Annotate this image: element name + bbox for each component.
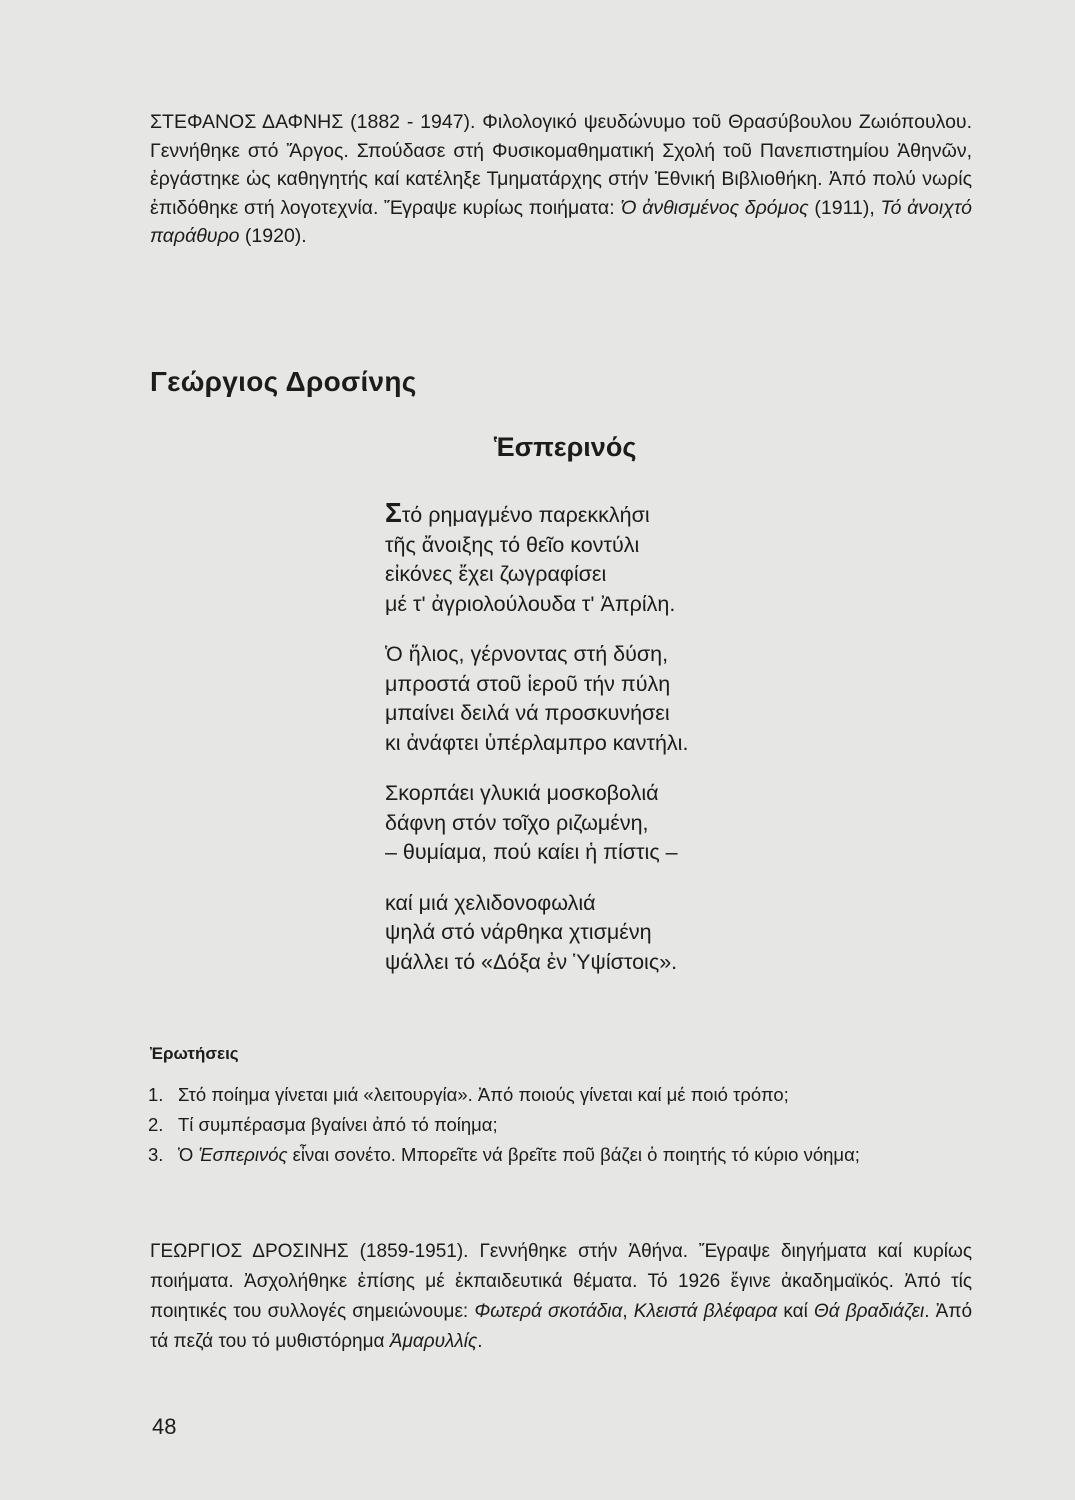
- bio-top-work: Τό ἀνοιχτό παράθυρο: [150, 196, 973, 247]
- question-item: [148, 1142, 978, 1168]
- question-number: 3.: [148, 1144, 164, 1165]
- question-number: 1.: [148, 1084, 164, 1105]
- poem-verse: τῆς ἄνοιξης τό θεῖο κοντύλι: [385, 532, 640, 557]
- poem-stanza: [385, 889, 805, 978]
- bio-top-name: ΣΤΕΦΑΝΟΣ ΔΑΦΝΗΣ: [150, 111, 344, 133]
- poem-verse: μπροστά στοῦ ἱεροῦ τήν πύλη: [385, 671, 671, 696]
- questions-heading: Ἐρωτήσεις: [150, 1044, 239, 1063]
- question-text: Τί συμπέρασμα βγαίνει ἀπό τό ποίημα;: [178, 1114, 498, 1135]
- bio-top-text: (1882 - 1947). Φιλολογικό ψευδώνυμο τοῦ Θρασύβουλου Ζωιόπουλου. Γεννήθηκε στό Ἄργος. Σπούδασε στή Φυσικομαθηματική Σχολή τοῦ Πανεπιστημίου Ἀθηνῶν, ἐργάστηκε ὡς καθηγητής καί κατέληξε Τμηματάρχης στήν Ἐθνική Βιβλιοθήκη. Ἀπό πολύ νωρίς ἐπιδόθηκε στή λογοτεχνία. Ἔγραψε κυρίως ποιήματα:: [150, 111, 972, 219]
- poem-verse: καί μιά χελιδονοφωλιά: [385, 890, 596, 915]
- poem-stanza: [385, 498, 805, 619]
- poem-verse: ψηλά στό νάρθηκα χτισμένη: [385, 920, 652, 944]
- bio-bottom-name: ΓΕΩΡΓΙΟΣ ΔΡΟΣΙΝΗΣ: [150, 1241, 349, 1262]
- bio-top-text: (1911),: [808, 196, 881, 219]
- poem-verse: μέ τ' ἀγριολούλουδα τ' Ἀπρίλη.: [385, 591, 676, 616]
- poem-verse: εἰκόνες ἔχει ζωγραφίσει: [385, 562, 607, 586]
- question-text: Ὁ Ἑσπερινός εἶναι σονέτο. Μπορεῖτε νά βρεῖτε ποῦ βάζει ὁ ποιητής τό κύριο νόημα;: [178, 1144, 860, 1165]
- poem-verse: μπαίνει δειλά νά προσκυνήσει: [385, 701, 670, 725]
- poem-stanza: [385, 640, 805, 758]
- bio-georgios-drosinis: ΓΕΩΡΓΙΟΣ ΔΡΟΣΙΝΗΣ (1859-1951). Γεννήθηκε στήν Ἀθήνα. Ἔγραψε διηγήματα καί κυρίως ποιήματα. Ἀσχολήθηκε ἐπίσης μέ ἐκπαιδευτικά θέματα. Τό 1926 ἔγινε ἀκαδημαϊκός. Ἀπό τίς ποιητικές του συλλογές σημειώνουμε: Φωτερά σκοτάδια, Κλειστά βλέφαρα καί Θά βραδιάζει. Ἀπό τά πεζά του τό μυθιστόρημα Ἀμαρυλλίς.: [150, 1241, 973, 1352]
- poem-verse: Ὁ ἥλιος, γέρνοντας στή δύση,: [385, 642, 669, 666]
- drop-cap: Σ: [385, 497, 402, 528]
- poem-verse: ψάλλει τό «Δόξα ἐν Ὑψίστοις».: [385, 949, 678, 974]
- question-text: Στό ποίημα γίνεται μιά «λειτουργία». Ἀπό ποιούς γίνεται καί μέ ποιό τρόπο;: [178, 1084, 789, 1105]
- poem-stanza: [385, 779, 805, 868]
- questions-list: [148, 1082, 978, 1172]
- poem-verse: κι ἀνάφτει ὑπέρλαμπρο καντήλι.: [385, 730, 689, 755]
- poem-verse: δάφνη στόν τοῖχο ριζωμένη,: [385, 810, 649, 835]
- poem-verse: – θυμίαμα, πού καίει ἡ πίστις –: [385, 840, 678, 864]
- poem-verse: Στό ρημαγμένο παρεκκλήσι: [385, 497, 650, 528]
- poem-body: [385, 498, 805, 998]
- question-item: [148, 1082, 978, 1108]
- bio-top-text: (1920).: [239, 225, 307, 247]
- poem-title: Ἑσπερινός: [494, 432, 637, 462]
- bio-top-work: Ὁ ἀνθισμένος δρόμος: [620, 196, 809, 219]
- author-heading: Γεώργιος Δροσίνης: [150, 366, 417, 397]
- question-number: 2.: [148, 1114, 164, 1135]
- question-item: [148, 1112, 978, 1138]
- page-number: 48: [152, 1414, 177, 1439]
- bio-stefanos-dafnis: [150, 108, 972, 251]
- poem-verse: Σκορπάει γλυκιά μοσκοβολιά: [385, 781, 659, 805]
